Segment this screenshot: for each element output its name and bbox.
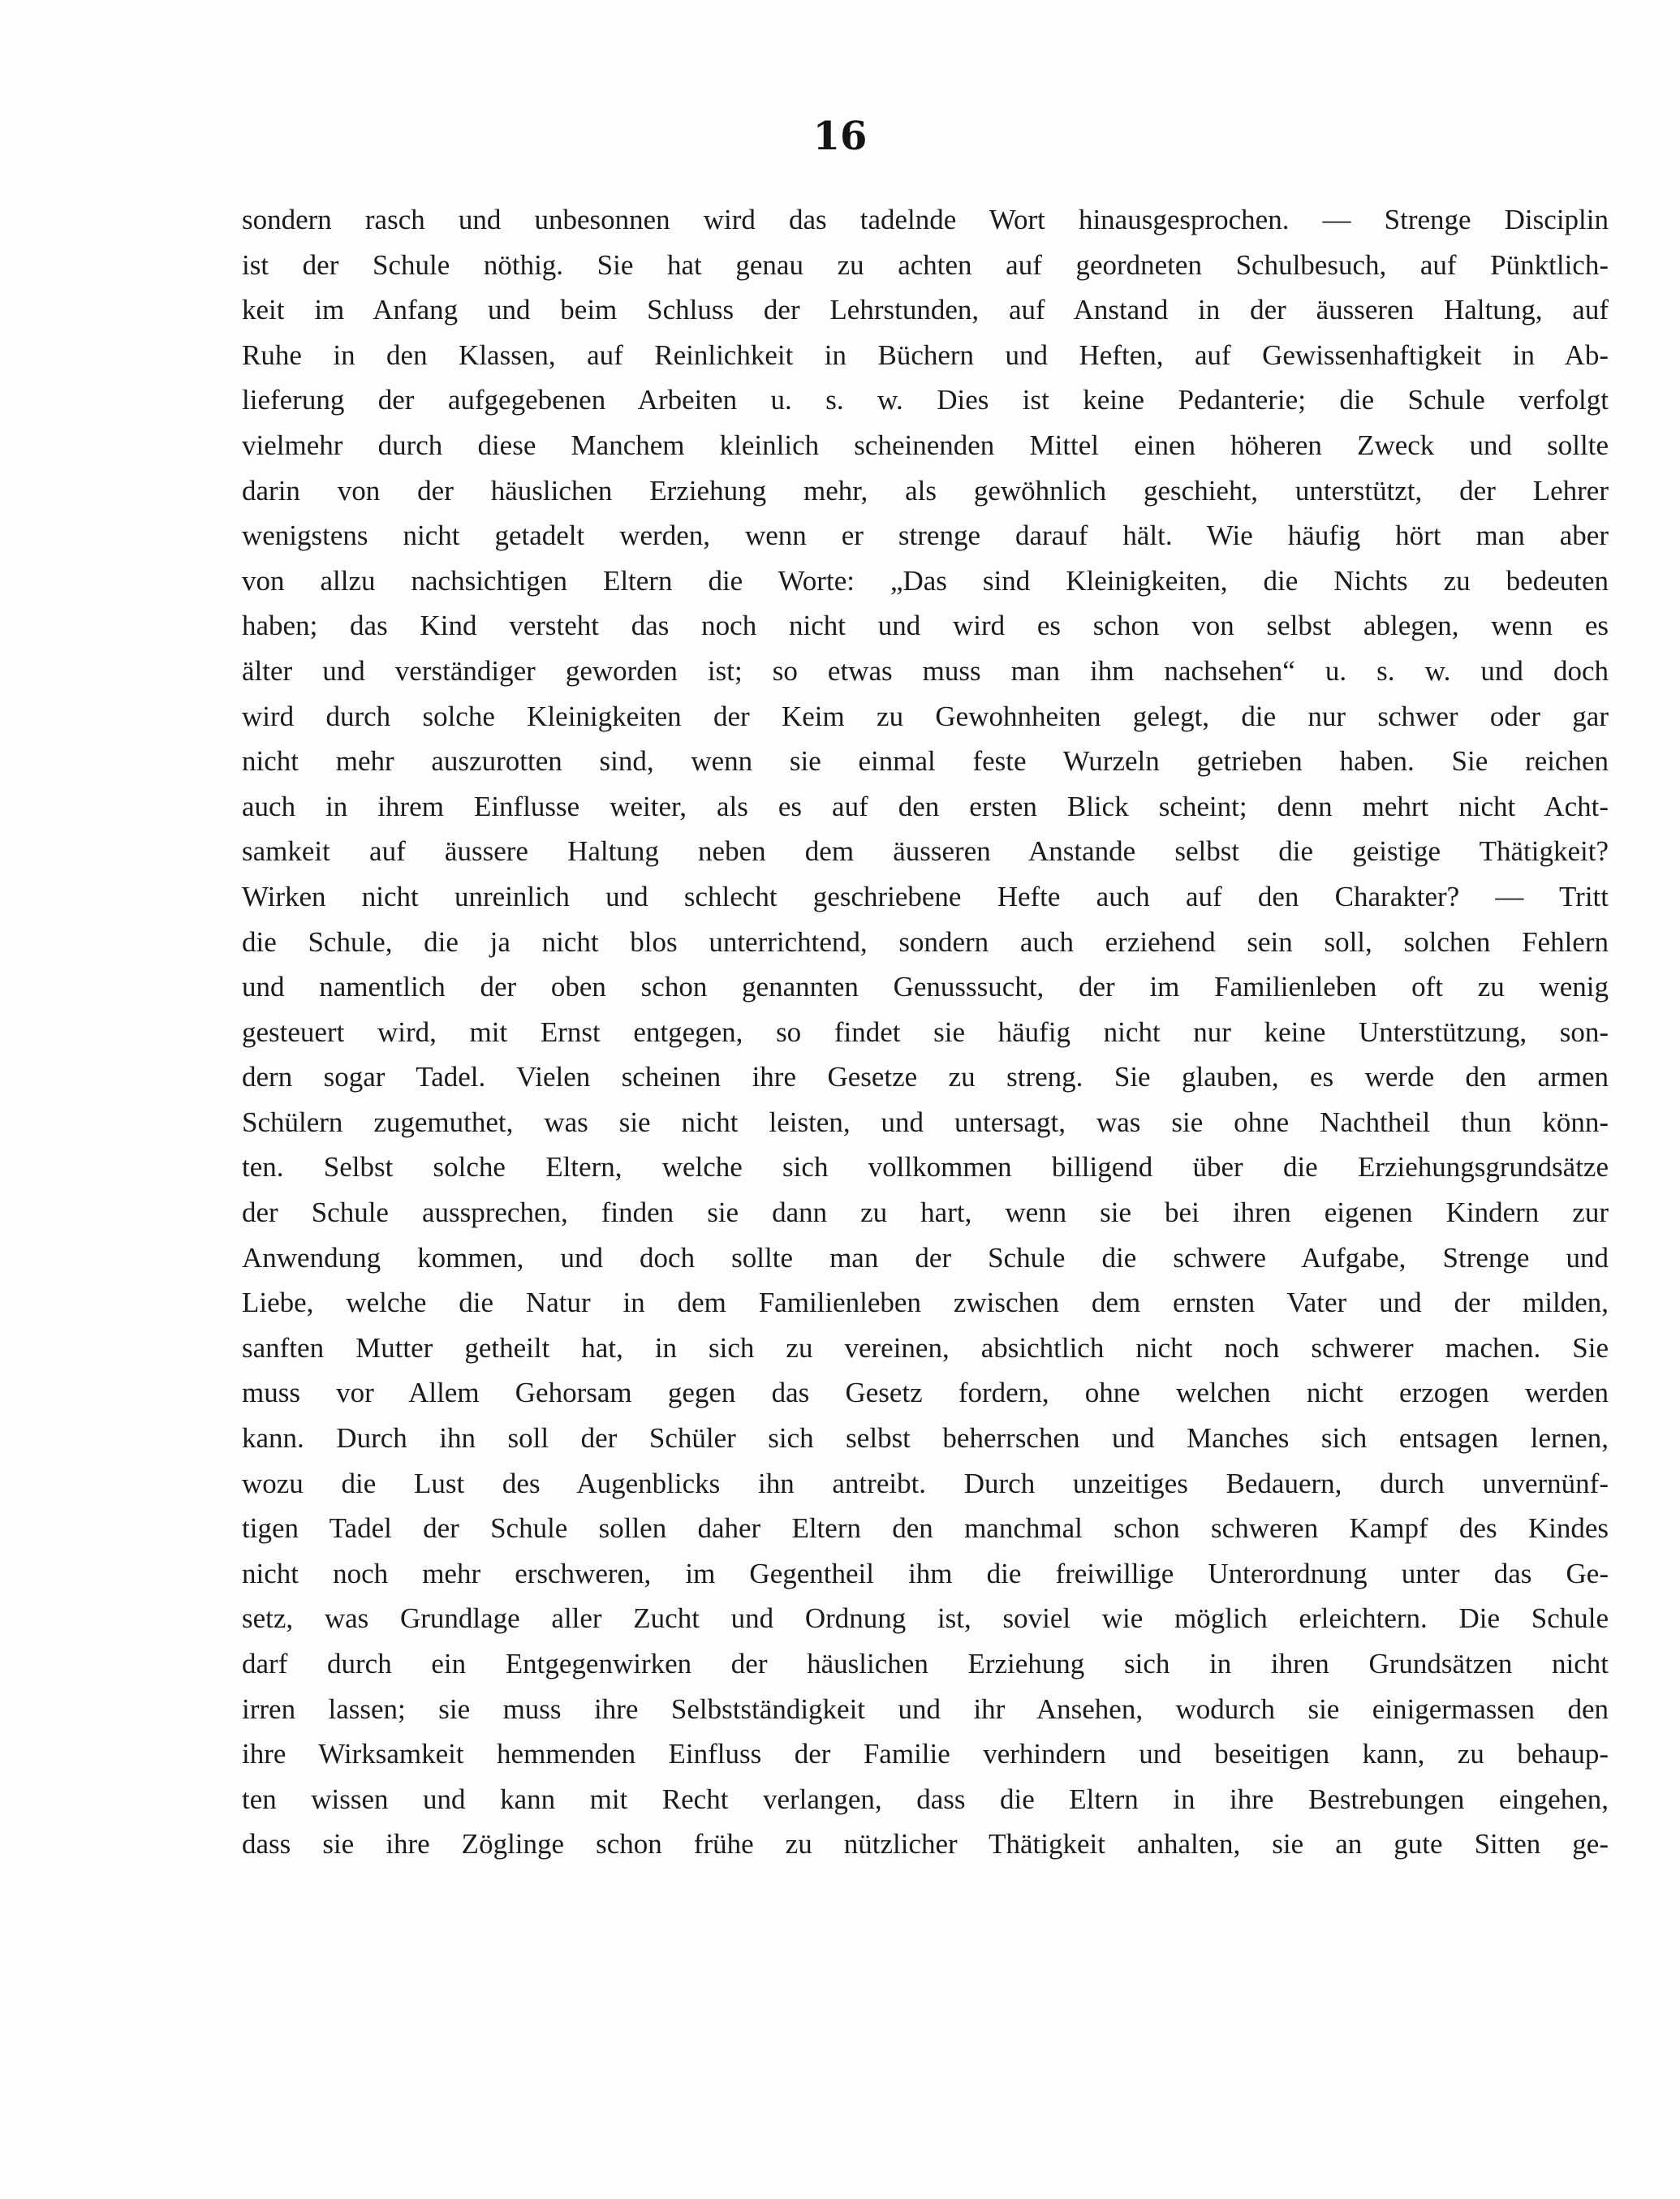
- text-line: Liebe, welche die Natur in dem Familienleben zwischen dem ernsten Vater und der milden,: [242, 1287, 1609, 1319]
- text-line: dern sogar Tadel. Vielen scheinen ihre Gesetze zu streng. Sie glauben, es werde den armen: [242, 1061, 1609, 1093]
- text-line: und namentlich der oben schon genannten Genusssucht, der im Familienleben oft zu wenig: [242, 971, 1609, 1003]
- text-line: wird durch solche Kleinigkeiten der Keim zu Gewohnheiten gelegt, die nur schwer oder gar: [242, 700, 1609, 732]
- text-line: sondern rasch und unbesonnen wird das tadelnde Wort hinausgesprochen. — Strenge Disciplin: [242, 204, 1609, 235]
- body-text: [242, 197, 1609, 1867]
- text-line: lieferung der aufgegebenen Arbeiten u. s. w. Dies ist keine Pedanterie; die Schule verfolgt: [242, 384, 1609, 416]
- text-line: gesteuert wird, mit Ernst entgegen, so findet sie häufig nicht nur keine Unterstützung, son-: [242, 1015, 1609, 1048]
- text-line: der Schule aussprechen, finden sie dann zu hart, wenn sie bei ihren eigenen Kindern zur: [242, 1197, 1609, 1229]
- text-line: darf durch ein Entgegenwirken der häuslichen Erziehung sich in ihren Grundsätzen nicht: [242, 1648, 1609, 1679]
- text-line: nicht mehr auszurotten sind, wenn sie einmal feste Wurzeln getrieben haben. Sie reichen: [242, 745, 1609, 778]
- text-line: nicht noch mehr erschweren, im Gegentheil ihm die freiwillige Unterordnung unter das Ge-: [242, 1557, 1609, 1589]
- text-line: kann. Durch ihn soll der Schüler sich selbst beherrschen und Manches sich entsagen lernen,: [242, 1422, 1609, 1455]
- text-line: Wirken nicht unreinlich und schlecht geschriebene Hefte auch auf den Charakter? — Tritt: [242, 880, 1609, 912]
- text-line: Anwendung kommen, und doch sollte man der Schule die schwere Aufgabe, Strenge und: [242, 1241, 1609, 1274]
- text-line: Ruhe in den Klassen, auf Reinlichkeit in Büchern und Heften, auf Gewissenhaftigkeit in Ab-: [242, 338, 1609, 371]
- text-line: die Schule, die ja nicht blos unterrichtend, sondern auch erziehend sein soll, solchen Fehlern: [242, 925, 1609, 958]
- text-line: wozu die Lust des Augenblicks ihn antreibt. Durch unzeitiges Bedauern, durch unvernünf-: [242, 1467, 1609, 1499]
- text-line: irren lassen; sie muss ihre Selbstständigkeit und ihr Ansehen, wodurch sie einigermassen den: [242, 1692, 1609, 1725]
- text-line: von allzu nachsichtigen Eltern die Worte: „Das sind Kleinigkeiten, die Nichts zu bedeuten: [242, 564, 1609, 597]
- text-line: sanften Mutter getheilt hat, in sich zu vereinen, absichtlich nicht noch schwerer machen. Sie: [242, 1331, 1609, 1364]
- text-line: tigen Tadel der Schule sollen daher Eltern den manchmal schon schweren Kampf des Kindes: [242, 1512, 1609, 1545]
- text-line: auch in ihrem Einflusse weiter, als es auf den ersten Blick scheint; denn mehrt nicht Acht-: [242, 790, 1609, 822]
- text-line: setz, was Grundlage aller Zucht und Ordnung ist, soviel wie möglich erleichtern. Die Schule: [242, 1602, 1609, 1635]
- text-line: darin von der häuslichen Erziehung mehr, als gewöhnlich geschieht, unterstützt, der Lehrer: [242, 474, 1609, 507]
- text-line: wenigstens nicht getadelt werden, wenn er strenge darauf hält. Wie häufig hört man aber: [242, 520, 1609, 552]
- text-line: haben; das Kind versteht das noch nicht und wird es schon von selbst ablegen, wenn es: [242, 610, 1609, 642]
- text-line: ten. Selbst solche Eltern, welche sich vollkommen billigend über die Erziehungsgrundsätze: [242, 1151, 1609, 1184]
- text-line: ihre Wirksamkeit hemmenden Einfluss der Familie verhindern und beseitigen kann, zu behaup-: [242, 1738, 1609, 1770]
- text-line: ten wissen und kann mit Recht verlangen, dass die Eltern in ihre Bestrebungen eingehen,: [242, 1783, 1609, 1815]
- text-line: Schülern zugemuthet, was sie nicht leisten, und untersagt, was sie ohne Nachtheil thun könn-: [242, 1106, 1609, 1138]
- text-line: älter und verständiger geworden ist; so etwas muss man ihm nachsehen“ u. s. w. und doch: [242, 654, 1609, 687]
- text-line: muss vor Allem Gehorsam gegen das Gesetz fordern, ohne welchen nicht erzogen werden: [242, 1377, 1609, 1409]
- text-line: samkeit auf äussere Haltung neben dem äusseren Anstande selbst die geistige Thätigkeit?: [242, 835, 1609, 868]
- text-line: vielmehr durch diese Manchem kleinlich scheinenden Mittel einen höheren Zweck und sollte: [242, 429, 1609, 461]
- page-number: 16: [812, 114, 868, 159]
- text-line: keit im Anfang und beim Schluss der Lehrstunden, auf Anstand in der äusseren Haltung, auf: [242, 294, 1609, 326]
- text-line: ist der Schule nöthig. Sie hat genau zu achten auf geordneten Schulbesuch, auf Pünktlich-: [242, 248, 1609, 281]
- text-line: dass sie ihre Zöglinge schon frühe zu nützlicher Thätigkeit anhalten, sie an gute Sitten ge-: [242, 1828, 1609, 1861]
